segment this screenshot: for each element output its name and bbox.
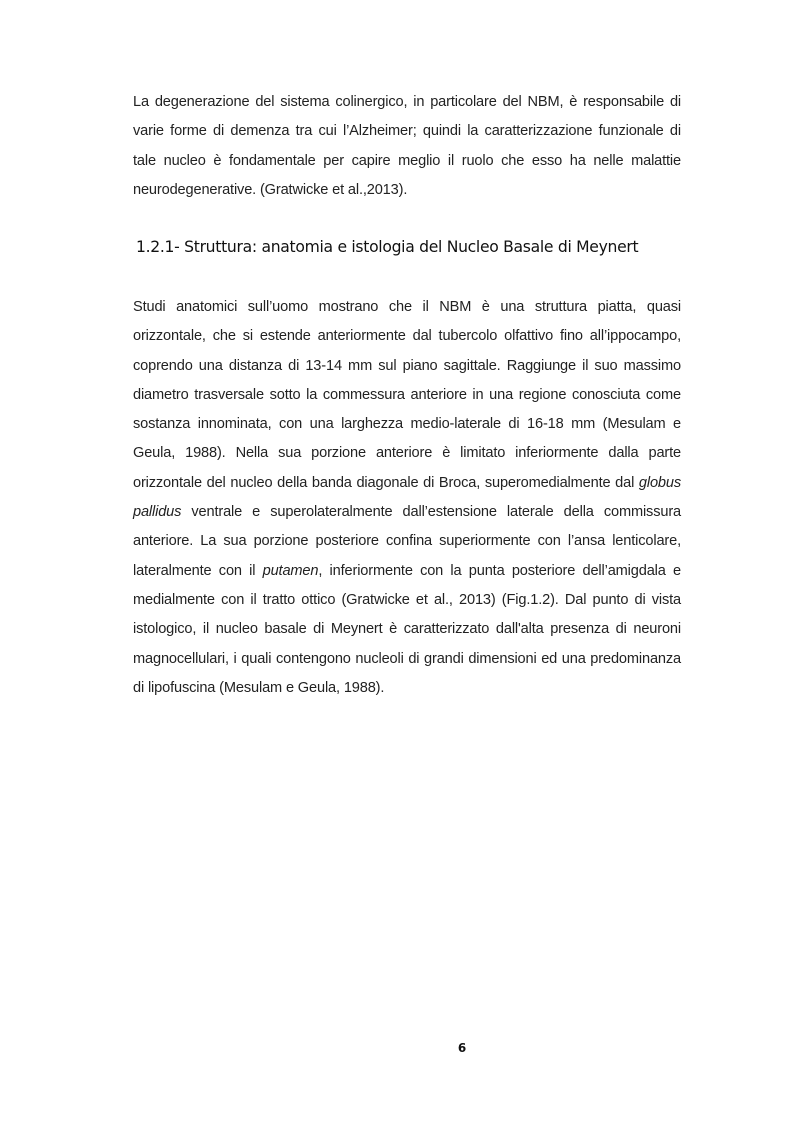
body-text-segment: Studi anatomici sull’uomo mostrano che il NBM è una struttura piatta, quasi orizzontale, che si estende anteriormente dal tubercolo olfattivo fino all’ippocampo, coprendo una distanza di 13-14 mm sul piano sagittale. Raggiunge il suo massimo diametro trasversale sotto la commessura anteriore in una regione conosciuta come sostanza innominata, con una larghezza medio-laterale di 16-18 mm (Mesulam e Geula, 1988). Nella sua porzione anteriore è limitato inferiormente dalla parte orizzontale del nucleo della banda diagonale di Broca, superomedialmente dal <box>133 299 681 491</box>
italic-term-globus-pallidus: globus pallidus <box>133 474 681 521</box>
body-text-segment: ventrale e superolateralmente dall’estensione laterale della commissura anteriore. La sua porzione posteriore confina superiormente con l’ansa lenticolare, lateralmente con il <box>133 504 681 579</box>
intro-paragraph: La degenerazione del sistema colinergico, in particolare del NBM, è responsabile di varie forme di demenza tra cui l’Alzheimer; quindi la caratterizzazione funzionale di tale nucleo è fondamentale per capire meglio il ruolo che esso ha nelle malattie neurodegenerative. (Gratwicke et al.,2013). <box>133 94 681 198</box>
section-heading: 1.2.1- Struttura: anatomia e istologia del Nucleo Basale di Meynert <box>136 238 639 256</box>
body-paragraph <box>133 293 681 703</box>
page-number: 6 <box>457 1041 467 1055</box>
body-text-segment: , inferiormente con la punta posteriore dell’amigdala e medialmente con il tratto ottico (Gratwicke et al., 2013) (Fig.1.2). Dal punto di vista istologico, il nucleo basale di Meynert è caratterizzato dall'alta presenza di neuroni magnocellulari, i quali contengono nucleoli di grandi dimensioni ed una predominanza di lipofuscina (Mesulam e Geula, 1988). <box>133 562 681 696</box>
italic-term-putamen: putamen <box>262 562 319 579</box>
